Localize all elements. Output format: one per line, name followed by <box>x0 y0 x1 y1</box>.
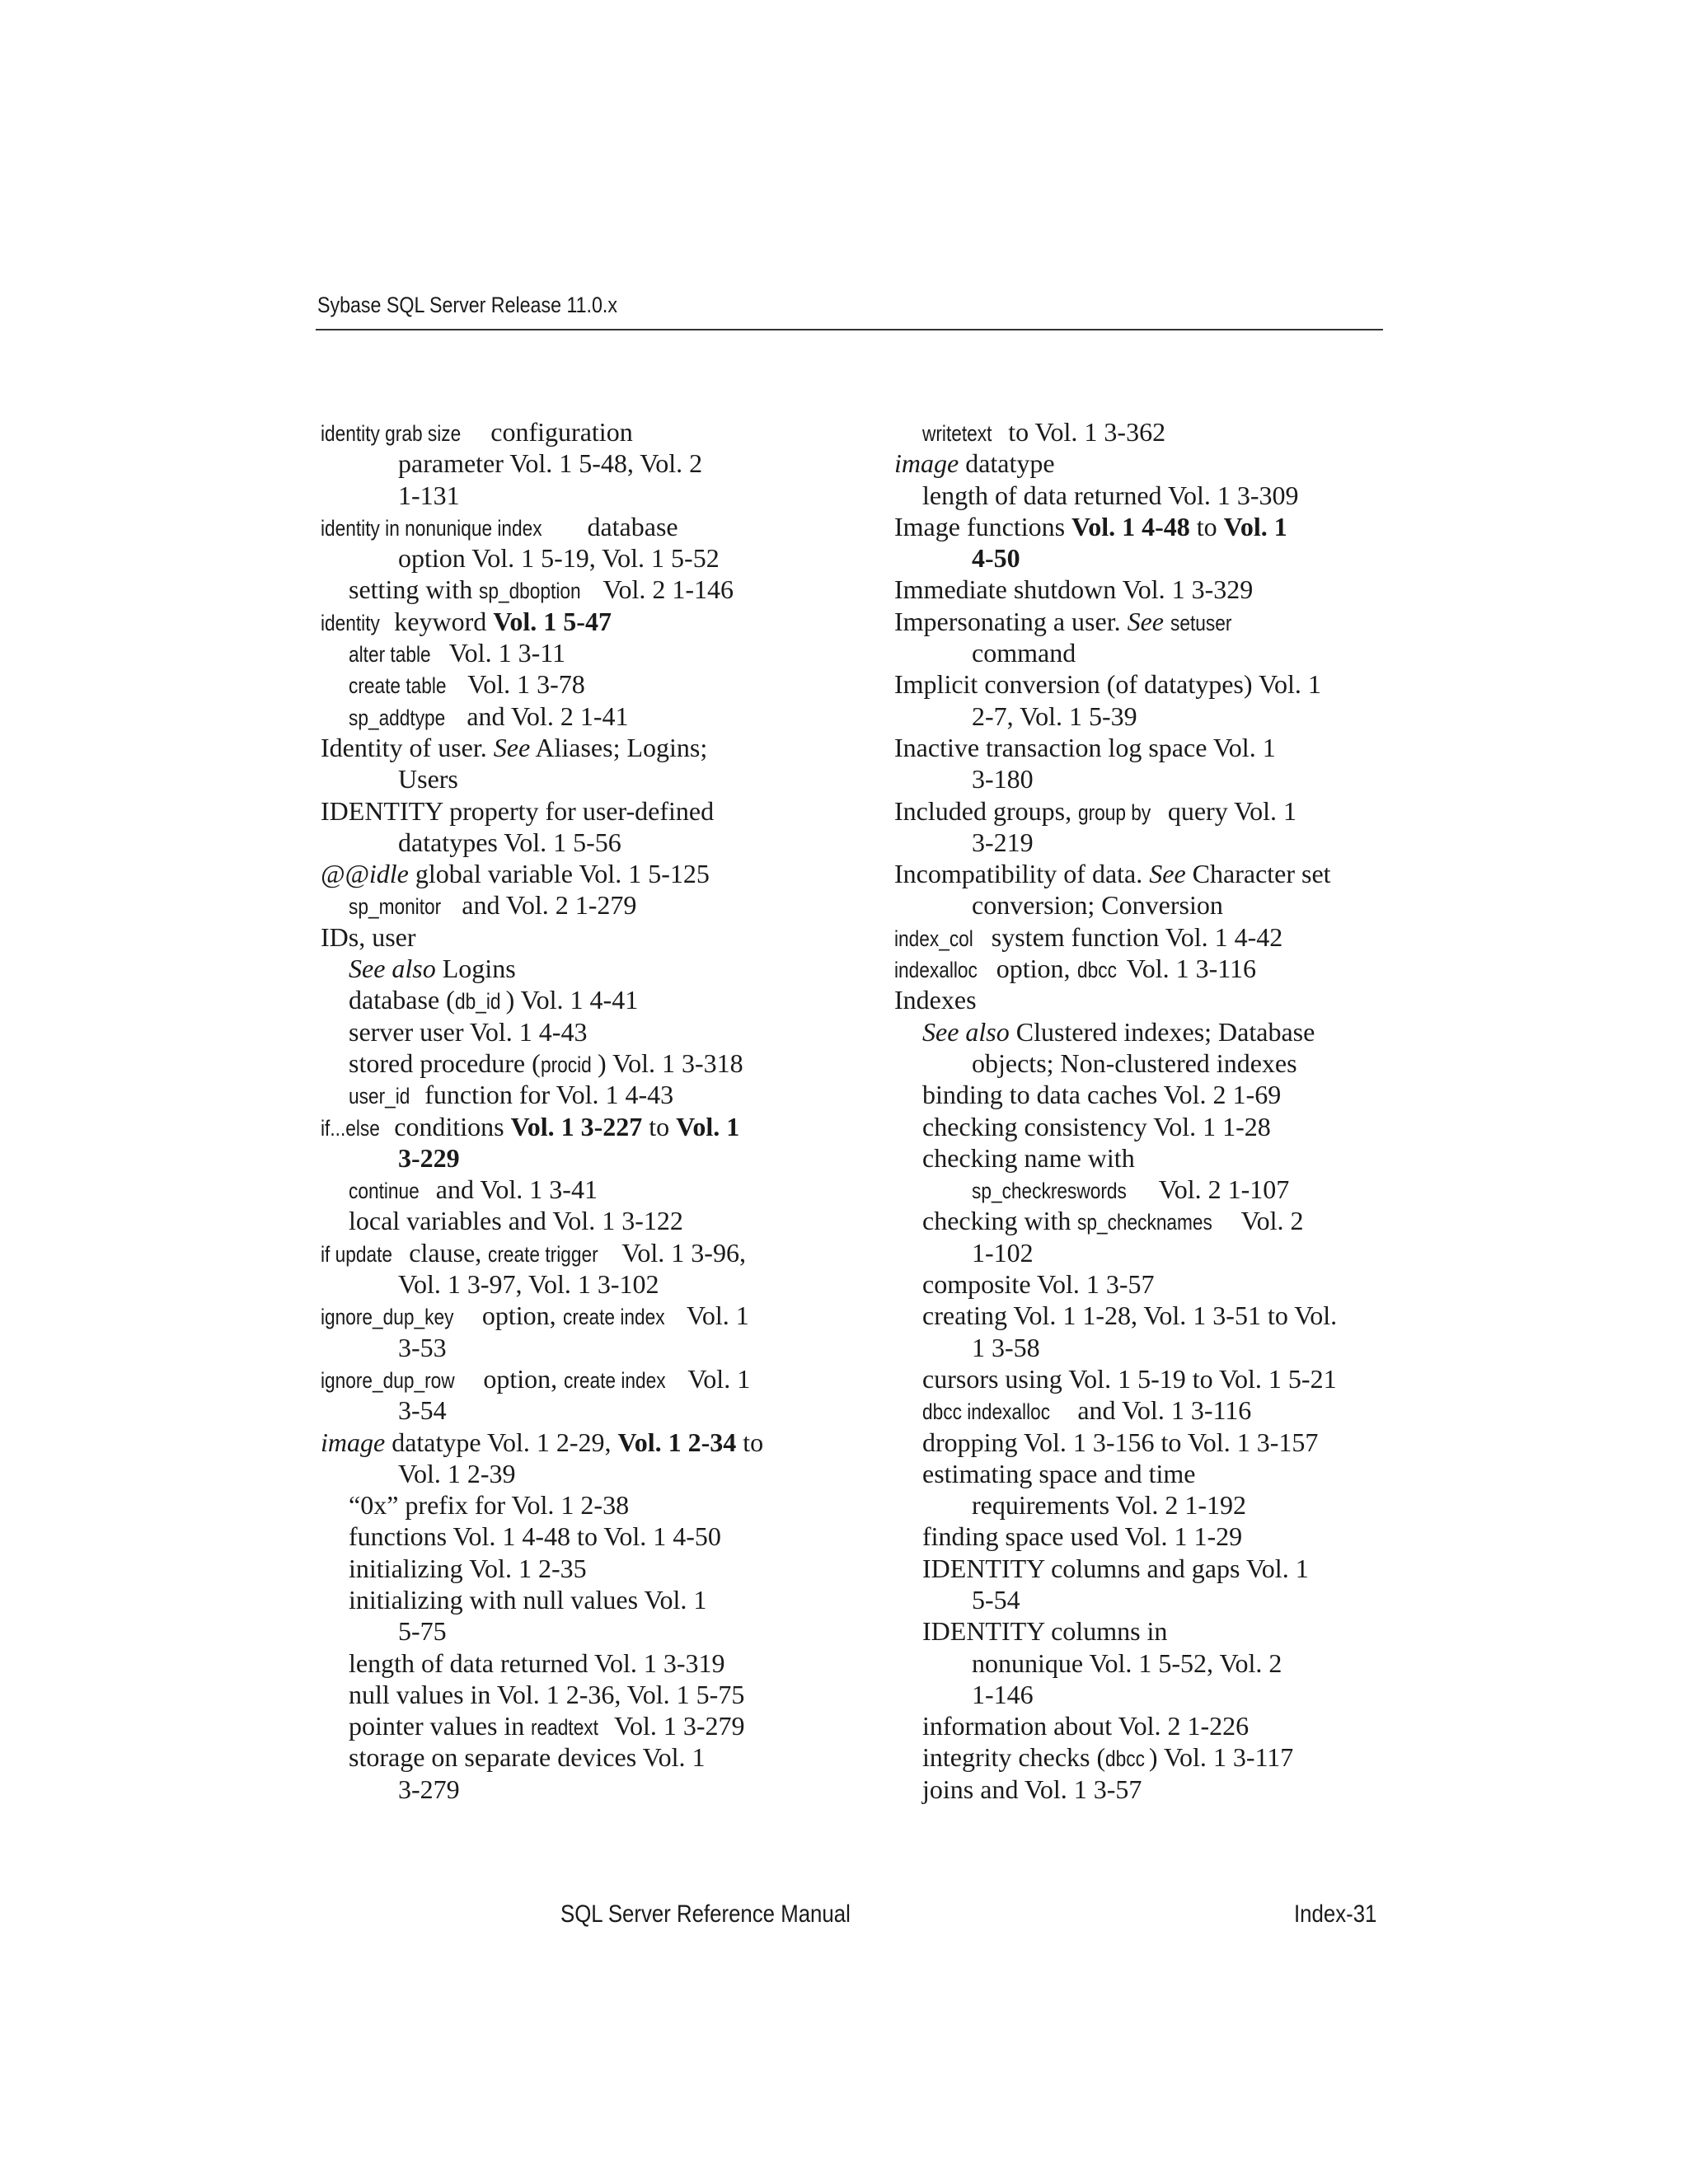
index-text: datatypes Vol. 1 5-56 <box>398 827 621 857</box>
index-line <box>894 1427 1381 1458</box>
index-text: local variables and Vol. 1 3-122 <box>349 1206 683 1236</box>
index-text: Vol. 1 3-116 <box>1120 954 1257 984</box>
index-primary-ref: Vol. 1 5-47 <box>493 606 612 636</box>
index-text: to <box>642 1111 677 1141</box>
index-text: creating Vol. 1 1-28, Vol. 1 3-51 to Vol. <box>922 1301 1338 1331</box>
index-text: IDENTITY property for user-defined <box>321 795 715 826</box>
index-line <box>321 1363 807 1394</box>
index-primary-ref: Vol. 1 <box>676 1111 740 1141</box>
index-text: length of data returned Vol. 1 3-319 <box>349 1647 725 1678</box>
index-line <box>894 1016 1381 1047</box>
index-text: objects; Non-clustered indexes <box>972 1047 1297 1078</box>
index-line <box>321 858 807 889</box>
index-line <box>894 827 1381 858</box>
index-primary-ref: Vol. 1 3-227 <box>510 1111 643 1141</box>
index-text: configuration <box>484 417 633 447</box>
index-text: 5-54 <box>972 1584 1020 1615</box>
index-text: length of data returned Vol. 1 3-309 <box>922 480 1299 510</box>
index-line <box>321 511 807 542</box>
index-text: option, <box>989 954 1077 984</box>
index-text <box>1164 607 1170 636</box>
index-text: option Vol. 1 5-19, Vol. 1 5-52 <box>398 543 720 574</box>
index-line <box>321 984 807 1015</box>
index-text: ) Vol. 1 4-41 <box>505 985 639 1015</box>
index-line <box>321 1332 807 1363</box>
index-line <box>321 448 807 479</box>
index-keyword: sp_checkreswords <box>972 1179 1127 1204</box>
index-line <box>321 1774 807 1805</box>
index-line <box>321 1521 807 1552</box>
index-text: 3-219 <box>972 827 1034 857</box>
index-text: Vol. 1 3-96, <box>616 1237 746 1268</box>
index-line <box>894 953 1381 984</box>
index-line <box>894 921 1381 953</box>
index-line <box>321 732 807 763</box>
index-line <box>894 1458 1381 1489</box>
index-line <box>321 1647 807 1679</box>
index-text: and Vol. 2 1-279 <box>455 890 637 921</box>
index-line <box>321 1458 807 1489</box>
index-line <box>894 574 1381 605</box>
index-keyword: sp_checknames <box>1077 1210 1213 1235</box>
index-italic-text: See <box>1127 606 1164 636</box>
index-text: Vol. 1 <box>681 1363 751 1394</box>
index-line <box>321 1079 807 1110</box>
index-line <box>894 1553 1381 1584</box>
index-text: stored procedure ( <box>349 1047 541 1078</box>
index-keyword: create trigger <box>488 1241 598 1267</box>
index-italic-text: image <box>321 1427 386 1457</box>
index-keyword: identity grab size <box>321 421 462 446</box>
index-text: 3-54 <box>398 1395 447 1426</box>
index-keyword: writetext <box>922 421 992 446</box>
index-text: Vol. 2 1-146 <box>597 574 734 605</box>
index-column-left <box>321 416 807 1805</box>
index-line <box>894 1521 1381 1552</box>
index-text: Vol. 2 <box>1235 1206 1304 1236</box>
index-text: Image functions <box>894 511 1072 541</box>
index-primary-ref: 3-229 <box>398 1142 460 1173</box>
index-line <box>894 984 1381 1015</box>
index-line <box>321 795 807 827</box>
index-text: and Vol. 1 3-41 <box>429 1174 598 1205</box>
index-text: option, <box>476 1363 565 1394</box>
index-line <box>894 1268 1381 1300</box>
index-text: to <box>736 1427 764 1457</box>
index-text: database ( <box>349 985 455 1015</box>
index-keyword: readtext <box>531 1715 599 1741</box>
index-keyword: if...else <box>321 1115 380 1141</box>
index-keyword: create index <box>562 1305 665 1330</box>
index-text: clause, <box>402 1237 489 1268</box>
page-number: Index-31 <box>1294 1900 1377 1928</box>
index-text: Identity of user. <box>321 732 494 762</box>
index-text: to <box>1189 511 1224 541</box>
index-text: estimating space and time <box>922 1458 1196 1488</box>
index-text: datatype <box>959 448 1055 479</box>
index-text: binding to data caches Vol. 2 1-69 <box>922 1080 1282 1110</box>
index-text: checking consistency Vol. 1 1-28 <box>922 1111 1271 1141</box>
index-line <box>894 1047 1381 1079</box>
index-line <box>321 1553 807 1584</box>
index-line <box>894 606 1381 637</box>
index-line <box>894 763 1381 794</box>
index-line <box>894 416 1381 448</box>
index-text: cursors using Vol. 1 5-19 to Vol. 1 5-21 <box>922 1363 1337 1394</box>
index-text: null values in Vol. 1 2-36, Vol. 1 5-75 <box>349 1679 745 1709</box>
index-keyword: dbcc <box>1076 958 1117 983</box>
index-line <box>894 1710 1381 1741</box>
index-text: integrity checks ( <box>922 1742 1106 1773</box>
index-keyword: sp_monitor <box>349 894 442 920</box>
index-text: Aliases; Logins; <box>530 732 708 762</box>
index-line <box>321 416 807 448</box>
index-text: Impersonating a user. <box>894 606 1128 636</box>
index-text: Vol. 1 3-78 <box>461 669 585 700</box>
index-text: to Vol. 1 3-362 <box>1001 417 1166 447</box>
header-rule <box>316 329 1383 330</box>
index-text: global variable Vol. 1 5-125 <box>408 859 710 889</box>
index-text: IDENTITY columns and gaps Vol. 1 <box>922 1553 1309 1583</box>
index-text: function for Vol. 1 4-43 <box>418 1080 674 1110</box>
index-italic-text: See also <box>349 954 436 984</box>
index-line <box>894 858 1381 889</box>
index-text: and Vol. 1 3-116 <box>1071 1395 1252 1426</box>
index-text: system function Vol. 1 4-42 <box>984 921 1283 952</box>
index-italic-text: See also <box>922 1016 1010 1047</box>
index-line <box>321 606 807 637</box>
index-line <box>321 763 807 794</box>
index-italic-text: See <box>493 732 531 762</box>
index-text: “0x” prefix for Vol. 1 2-38 <box>349 1490 630 1521</box>
index-column-right <box>894 416 1381 1805</box>
index-text: finding space used Vol. 1 1-29 <box>922 1521 1243 1552</box>
index-text: IDENTITY columns in <box>922 1616 1168 1647</box>
index-text: Vol. 1 3-11 <box>443 638 566 668</box>
index-text: ) Vol. 1 3-318 <box>598 1047 743 1078</box>
index-line <box>894 448 1381 479</box>
index-line <box>894 1332 1381 1363</box>
index-text: dropping Vol. 1 3-156 to Vol. 1 3-157 <box>922 1427 1319 1457</box>
index-line <box>321 480 807 511</box>
index-line <box>321 1741 807 1773</box>
index-text: 1-102 <box>972 1237 1034 1268</box>
index-line <box>321 1047 807 1079</box>
index-keyword: setuser <box>1170 610 1232 635</box>
index-line <box>321 889 807 921</box>
index-text: Vol. 1 3-279 <box>607 1711 745 1741</box>
index-italic-text: image <box>894 448 959 479</box>
index-line <box>894 1111 1381 1142</box>
index-line <box>321 1394 807 1426</box>
index-keyword: sp_addtype <box>349 705 446 730</box>
index-line <box>321 1237 807 1268</box>
index-line <box>894 637 1381 668</box>
index-line <box>321 827 807 858</box>
index-text: option, <box>475 1301 563 1331</box>
index-text: 2-7, Vol. 1 5-39 <box>972 701 1137 731</box>
index-line <box>321 1710 807 1741</box>
index-text: requirements Vol. 2 1-192 <box>972 1490 1246 1521</box>
index-text: nonunique Vol. 1 5-52, Vol. 2 <box>972 1647 1282 1678</box>
index-line <box>321 542 807 574</box>
index-line <box>894 1205 1381 1236</box>
index-line <box>894 1079 1381 1110</box>
index-text: query Vol. 1 <box>1160 795 1296 826</box>
index-line <box>894 795 1381 827</box>
index-text: Vol. 1 <box>680 1301 749 1331</box>
index-keyword: index_col <box>894 926 973 951</box>
index-text: Character set <box>1185 859 1331 889</box>
index-line <box>894 732 1381 763</box>
index-text: functions Vol. 1 4-48 to Vol. 1 4-50 <box>349 1521 721 1552</box>
index-line <box>321 953 807 984</box>
index-text: 1-131 <box>398 480 460 510</box>
index-primary-ref: Vol. 1 2-34 <box>617 1427 737 1457</box>
index-keyword: sp_dboption <box>479 579 581 604</box>
index-line <box>894 1679 1381 1710</box>
index-text: conditions <box>387 1111 511 1141</box>
index-keyword: ignore_dup_row <box>321 1367 455 1393</box>
index-line <box>894 511 1381 542</box>
index-text: Immediate shutdown Vol. 1 3-329 <box>894 574 1254 605</box>
index-line <box>321 1300 807 1331</box>
index-line <box>321 1142 807 1174</box>
index-line <box>894 542 1381 574</box>
index-text: Clustered indexes; Database <box>1009 1016 1315 1047</box>
index-text: 5-75 <box>398 1616 447 1647</box>
index-line <box>321 1016 807 1047</box>
index-primary-ref: Vol. 1 <box>1223 511 1287 541</box>
index-text: Users <box>398 764 458 794</box>
index-text: Logins <box>435 954 516 984</box>
index-text: and Vol. 2 1-41 <box>460 701 629 731</box>
index-primary-ref: Vol. 1 4-48 <box>1071 511 1190 541</box>
index-text: checking name with <box>922 1142 1135 1173</box>
index-line <box>321 1615 807 1647</box>
index-text: Vol. 2 1-107 <box>1152 1174 1290 1205</box>
index-keyword: dbcc indexalloc <box>922 1399 1051 1425</box>
index-line <box>321 637 807 668</box>
index-text: conversion; Conversion <box>972 890 1223 921</box>
index-primary-ref: 4-50 <box>972 543 1020 574</box>
index-keyword: alter table <box>349 642 431 668</box>
index-line <box>894 1615 1381 1647</box>
footer-manual-title: SQL Server Reference Manual <box>560 1900 851 1928</box>
index-text: datatype Vol. 1 2-29, <box>385 1427 618 1457</box>
index-text: IDs, user <box>321 921 416 952</box>
index-text: setting with <box>349 574 480 605</box>
index-line <box>321 574 807 605</box>
index-text: ) Vol. 1 3-117 <box>1148 1742 1294 1773</box>
index-line <box>894 889 1381 921</box>
index-line <box>894 1394 1381 1426</box>
index-line <box>321 1679 807 1710</box>
index-line <box>894 1584 1381 1615</box>
index-text: initializing with null values Vol. 1 <box>349 1584 707 1615</box>
index-line <box>321 1268 807 1300</box>
index-text: database <box>580 511 678 541</box>
index-line <box>894 1774 1381 1805</box>
index-keyword: procid <box>540 1052 592 1077</box>
index-keyword: continue <box>349 1179 420 1204</box>
running-header: Sybase SQL Server Release 11.0.x <box>317 293 617 317</box>
index-text: Implicit conversion (of datatypes) Vol. 1 <box>894 669 1321 700</box>
index-line <box>321 921 807 953</box>
index-text: Indexes <box>894 985 977 1015</box>
index-keyword: db_id <box>454 989 501 1015</box>
index-text: joins and Vol. 1 3-57 <box>922 1774 1142 1804</box>
index-text: 3-279 <box>398 1774 460 1804</box>
index-text: Vol. 1 3-97, Vol. 1 3-102 <box>398 1269 659 1300</box>
index-text: parameter Vol. 1 5-48, Vol. 2 <box>398 448 703 479</box>
index-line <box>321 668 807 700</box>
index-text: composite Vol. 1 3-57 <box>922 1269 1155 1300</box>
index-line <box>321 1205 807 1236</box>
index-keyword: if update <box>321 1241 393 1267</box>
index-keyword: group by <box>1078 799 1151 825</box>
index-line <box>894 1741 1381 1773</box>
index-line <box>321 1584 807 1615</box>
index-keyword: identity <box>321 610 380 635</box>
index-line <box>894 1237 1381 1268</box>
index-text: 3-53 <box>398 1332 447 1362</box>
index-line <box>321 1489 807 1521</box>
index-text: initializing Vol. 1 2-35 <box>349 1553 587 1583</box>
index-line <box>894 1647 1381 1679</box>
index-text: checking with <box>922 1206 1078 1236</box>
index-keyword: create table <box>349 673 447 699</box>
index-text: information about Vol. 2 1-226 <box>922 1711 1250 1741</box>
index-text: command <box>972 638 1076 668</box>
index-line <box>321 1174 807 1205</box>
index-line <box>894 480 1381 511</box>
index-text: Incompatibility of data. <box>894 859 1150 889</box>
index-line <box>894 1489 1381 1521</box>
index-line <box>894 668 1381 700</box>
index-line <box>894 1363 1381 1394</box>
index-text: storage on separate devices Vol. 1 <box>349 1742 706 1773</box>
index-text: Vol. 1 2-39 <box>398 1458 516 1488</box>
index-keyword: ignore_dup_key <box>321 1305 454 1330</box>
index-text: pointer values in <box>349 1711 532 1741</box>
index-text: 1 3-58 <box>972 1332 1040 1362</box>
index-text: 3-180 <box>972 764 1034 794</box>
index-line <box>894 701 1381 732</box>
index-line <box>894 1142 1381 1174</box>
index-keyword: indexalloc <box>894 958 978 983</box>
index-line <box>321 1427 807 1458</box>
index-italic-text: See <box>1149 859 1186 889</box>
index-text: 1-146 <box>972 1679 1034 1709</box>
index-line <box>894 1300 1381 1331</box>
index-keyword: identity in nonunique index <box>321 515 542 541</box>
index-keyword: dbcc <box>1105 1746 1146 1772</box>
index-keyword: user_id <box>349 1084 410 1109</box>
index-text: Inactive transaction log space Vol. 1 <box>894 732 1276 762</box>
index-keyword: create index <box>564 1367 666 1393</box>
index-text: Included groups, <box>894 795 1079 826</box>
index-line <box>321 701 807 732</box>
index-line <box>321 1111 807 1142</box>
index-italic-text: @@idle <box>321 859 409 889</box>
index-line <box>894 1174 1381 1205</box>
index-text: server user Vol. 1 4-43 <box>349 1016 588 1047</box>
index-text: keyword <box>387 606 494 636</box>
